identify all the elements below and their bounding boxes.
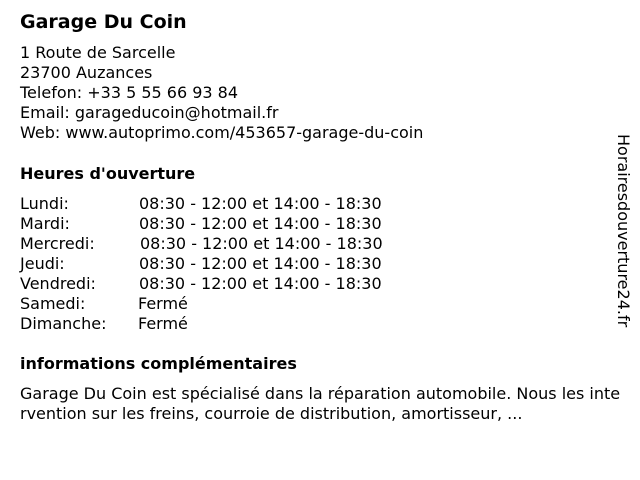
phone-number: Telefon: +33 5 55 66 93 84 [20, 83, 239, 102]
additional-info-heading: informations complémentaires [20, 354, 297, 373]
day-hours: Fermé [138, 294, 188, 313]
day-hours: 08:30 - 12:00 et 14:00 - 18:30 [139, 274, 382, 293]
day-hours: 08:30 - 12:00 et 14:00 - 18:30 [139, 194, 382, 213]
day-label: Lundi: [20, 194, 69, 213]
day-label: Dimanche: [20, 314, 107, 333]
business-name: Garage Du Coin [20, 11, 187, 33]
day-label: Vendredi: [20, 274, 96, 293]
watermark [612, 134, 634, 344]
day-hours: 08:30 - 12:00 et 14:00 - 18:30 [140, 234, 383, 253]
day-hours: 08:30 - 12:00 et 14:00 - 18:30 [139, 214, 382, 233]
day-hours: Fermé [138, 314, 188, 333]
email-address: Email: garageducoin@hotmail.fr [20, 103, 279, 122]
additional-info-text: Garage Du Coin est spécialisé dans la réparation automobile. Nous les intervention sur les freins, courroie de distribution, amortisseur, ... [20, 384, 621, 423]
address-city: 23700 Auzances [20, 63, 153, 82]
watermark-text: Horairesdouverture24.fr [614, 134, 633, 328]
day-label: Samedi: [20, 294, 86, 313]
day-label: Mercredi: [20, 234, 95, 253]
day-label: Mardi: [20, 214, 70, 233]
address-street: 1 Route de Sarcelle [20, 43, 176, 62]
day-label: Jeudi: [20, 254, 65, 273]
opening-hours-heading: Heures d'ouverture [20, 164, 196, 183]
day-hours: 08:30 - 12:00 et 14:00 - 18:30 [139, 254, 382, 273]
website: Web: www.autoprimo.com/453657-garage-du-coin [20, 123, 424, 142]
contact-block [20, 43, 423, 143]
